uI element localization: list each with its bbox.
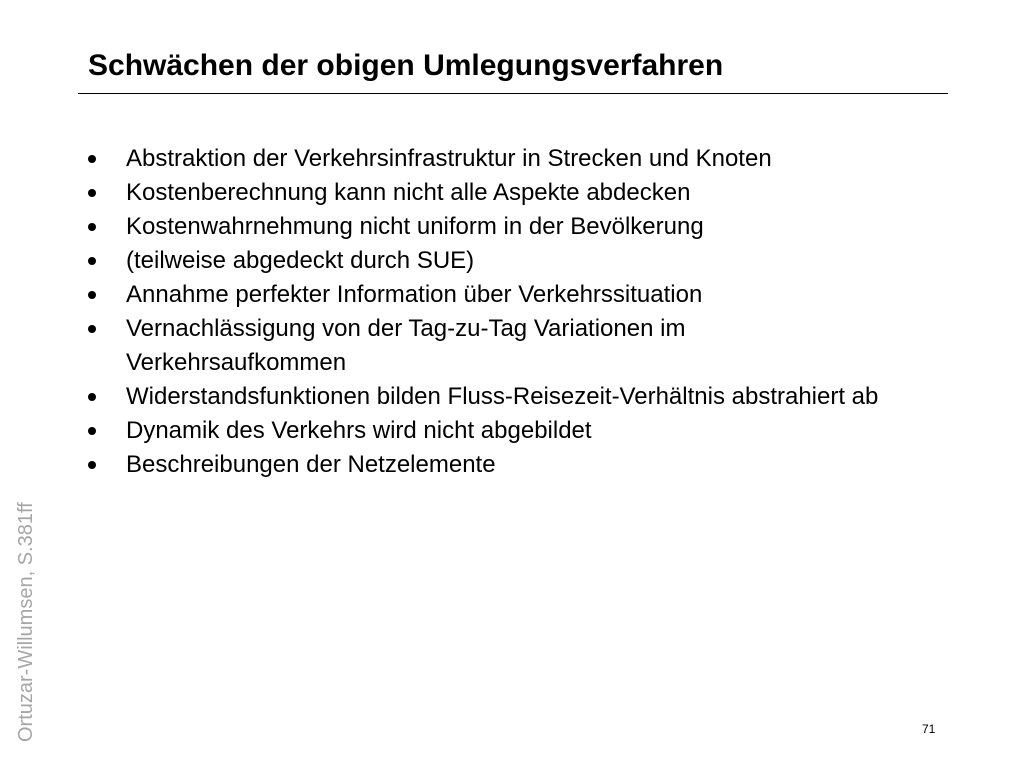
bullet-text: Abstraktion der Verkehrsinfrastruktur in Strecken und Knoten [126,145,772,172]
bullet-text: Kostenwahrnehmung nicht uniform in der Bevölkerung [126,213,704,240]
bullet-dot-icon [86,312,98,346]
page-number: 71 [922,722,936,736]
bullet-text: (teilweise abgedeckt durch SUE) [126,247,475,274]
bullet-dot-icon [86,448,98,482]
bullet-text: Widerstandsfunktionen bilden Fluss-Reisezeit-Verhältnis abstrahiert ab [126,383,879,410]
bullet-dot-icon [86,176,98,210]
bullet-item [86,414,946,448]
bullet-dot-icon [86,142,98,176]
bullet-text: Vernachlässigung von der Tag-zu-Tag Variationen im Verkehrsaufkommen [126,315,686,376]
bullet-item [86,380,946,414]
title-divider [78,93,948,94]
slide-title: Schwächen der obigen Umlegungsverfahren [88,49,724,82]
bullet-dot-icon [86,278,98,312]
bullet-item [86,210,946,244]
bullet-item [86,244,946,278]
bullet-dot-icon [86,380,98,414]
bullet-text: Kostenberechnung kann nicht alle Aspekte abdecken [126,179,691,206]
bullet-item [86,278,946,312]
bullet-item [86,176,946,210]
bullet-text: Dynamik des Verkehrs wird nicht abgebildet [126,417,592,444]
bullet-item [86,448,946,482]
bullet-dot-icon [86,244,98,278]
bullet-text: Beschreibungen der Netzelemente [126,451,496,478]
bullet-dot-icon [86,210,98,244]
bullet-list [86,142,946,482]
bullet-dot-icon [86,414,98,448]
bullet-item [86,142,946,176]
bullet-item [86,312,946,380]
source-citation: Ortuzar-Willumsen, S.381ff [15,502,37,742]
bullet-text: Annahme perfekter Information über Verkehrssituation [126,281,703,308]
